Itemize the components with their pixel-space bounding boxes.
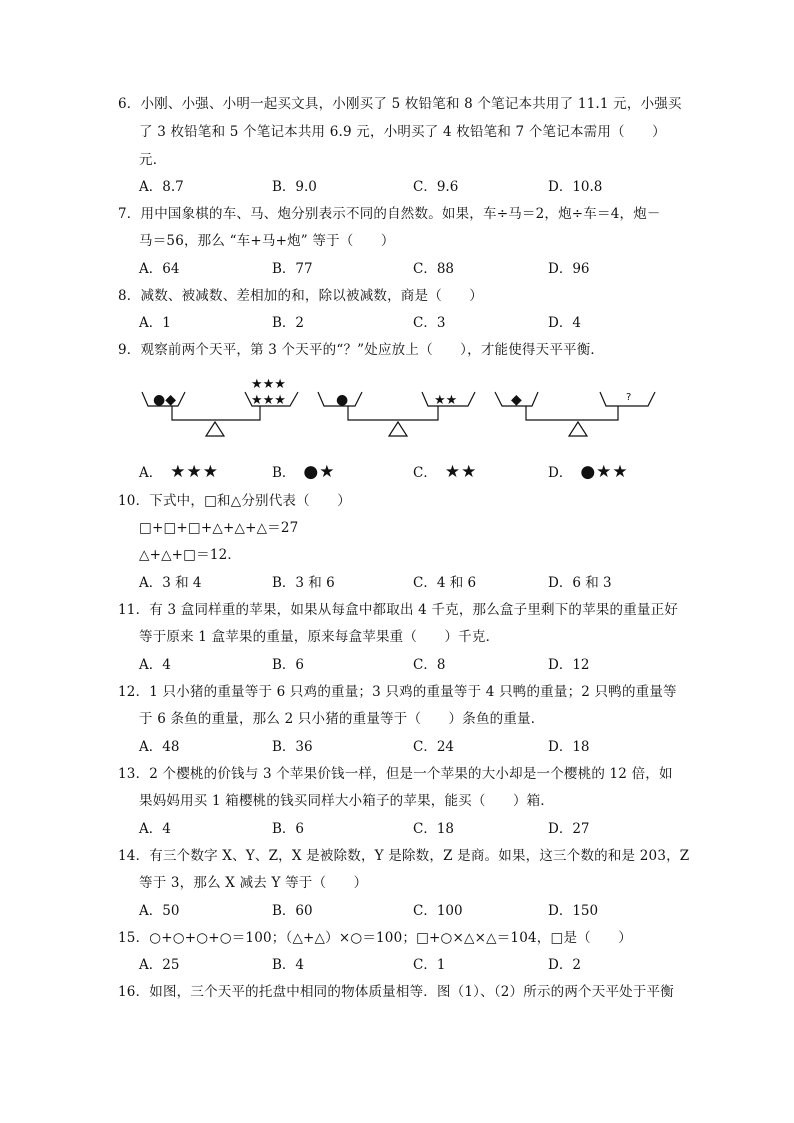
q9-option-d-symbols: ●★★ bbox=[580, 462, 629, 482]
q13-line-1: 13．2 个樱桃的价钱与 3 个苹果价钱一样，但是一个苹果的大小却是一个樱桃的 12 倍，如 bbox=[118, 766, 673, 782]
q9-option-d: D． ●★★ bbox=[548, 462, 629, 482]
q7-option-d: D．96 bbox=[548, 261, 590, 277]
q12-option-b: B．36 bbox=[272, 739, 313, 755]
q7-option-a: A．64 bbox=[139, 261, 180, 277]
q15-option-c: C．1 bbox=[413, 957, 446, 973]
q8-option-d: D．4 bbox=[548, 315, 581, 331]
q6-option-c: C．9.6 bbox=[413, 179, 459, 195]
q8-line-1: 8．减数、被减数、差相加的和，除以被减数，商是（ ） bbox=[118, 288, 483, 304]
q14-option-b: B．60 bbox=[272, 903, 313, 919]
q11-option-d: D．12 bbox=[548, 657, 590, 673]
q11-option-c: C．8 bbox=[413, 657, 446, 673]
q6-line-1: 6．小刚、小强、小明一起买文具，小刚买了 5 枚铅笔和 8 个笔记本共用了 11.1 元，小强买 bbox=[118, 96, 682, 112]
scale3-left-items: ◆ bbox=[511, 392, 522, 408]
q12-option-a: A．48 bbox=[139, 739, 180, 755]
q13-option-d: D．27 bbox=[548, 821, 590, 837]
q6-line-2: 了 3 枚铅笔和 5 个笔记本共用 6.9 元，小明买了 4 枚铅笔和 7 个笔记本需用（ ） bbox=[139, 124, 666, 140]
q9-option-a-symbols: ★★★ bbox=[170, 462, 219, 482]
q9-line-1: 9．观察前两个天平，第 3 个天平的“？”处应放上（ ），才能使得天平平衡． bbox=[118, 342, 605, 358]
q11-line-1: 11．有 3 盒同样重的苹果，如果从每盒中都取出 4 千克，那么盒子里剩下的苹果的重量正好 bbox=[118, 602, 679, 618]
q7-option-c: C．88 bbox=[413, 261, 455, 277]
q10-option-d: D．6 和 3 bbox=[548, 575, 612, 591]
scale2-left-items: ● bbox=[336, 392, 349, 408]
q8-option-a: A．1 bbox=[139, 315, 171, 331]
scale3-right-question: ? bbox=[626, 392, 632, 403]
q6-option-d: D．10.8 bbox=[548, 179, 603, 195]
q12-line-2: 于 6 条鱼的重量，那么 2 只小猪的重量等于（ ）条鱼的重量． bbox=[139, 711, 545, 727]
q13-option-c: C．18 bbox=[413, 821, 455, 837]
q9-option-c-symbols: ★★ bbox=[444, 462, 478, 482]
q13-line-2: 果妈妈用买 1 箱樱桃的钱买同样大小箱子的苹果，能买（ ）箱． bbox=[139, 793, 555, 809]
q14-line-2: 等于 3，那么 X 减去 Y 等于（ ） bbox=[139, 875, 368, 891]
q11-option-a: A．4 bbox=[139, 657, 171, 673]
q14-option-a: A．50 bbox=[139, 903, 180, 919]
q9-option-b: B． ●★ bbox=[272, 462, 336, 482]
q9-option-a: A． ★★★ bbox=[139, 462, 219, 482]
balance-scales-figure bbox=[140, 374, 680, 444]
q9-option-b-symbols: ●★ bbox=[303, 462, 336, 482]
q12-option-c: C．24 bbox=[413, 739, 455, 755]
q11-line-2: 等于原来 1 盒苹果的重量，原来每盒苹果重（ ）千克． bbox=[139, 629, 500, 645]
q16-line-1: 16．如图，三个天平的托盘中相同的物体质量相等．图（1）、（2）所示的两个天平处于平衡 bbox=[118, 984, 674, 1000]
q9-option-c: C． ★★ bbox=[413, 462, 478, 482]
scale2-right-items: ★★ bbox=[434, 393, 458, 408]
q10-equation-2: △+△+□＝12． bbox=[139, 547, 242, 563]
q6-line-3: 元． bbox=[139, 152, 167, 168]
q14-line-1: 14．有三个数字 X、Y、Z，X 是被除数，Y 是除数，Z 是商。如果，这三个数的和是 203，Z bbox=[118, 848, 690, 864]
q13-option-a: A．4 bbox=[139, 821, 171, 837]
q12-option-d: D．18 bbox=[548, 739, 590, 755]
scale1-right-top-stars: ★★★ bbox=[251, 377, 286, 392]
q10-option-a: A．3 和 4 bbox=[139, 575, 202, 591]
q12-line-1: 12．1 只小猪的重量等于 6 只鸡的重量；3 只鸡的重量等于 4 只鸭的重量；2 只鸭的重量等 bbox=[118, 684, 677, 700]
q10-option-c: C．4 和 6 bbox=[413, 575, 477, 591]
q10-equation-1: □+□+□+△+△+△＝27 bbox=[139, 520, 299, 536]
q15-option-b: B．4 bbox=[272, 957, 305, 973]
q10-line-1: 10．下式中，□和△分别代表（ ） bbox=[118, 493, 351, 509]
scale1-right-bottom-stars: ★★★ bbox=[251, 393, 286, 408]
q10-option-b: B．3 和 6 bbox=[272, 575, 335, 591]
q7-line-2: 马＝56，那么 “车+马+炮” 等于（ ） bbox=[139, 233, 395, 249]
q15-option-d: D．2 bbox=[548, 957, 581, 973]
q6-option-a: A．8.7 bbox=[139, 179, 184, 195]
q15-line-1: 15．○+○+○+○＝100；（△+△）×○＝100；□+○×△×△＝104，□是（ ） bbox=[118, 930, 632, 946]
scale1-left-items: ●◆ bbox=[153, 392, 176, 408]
q14-option-c: C．100 bbox=[413, 903, 463, 919]
q14-option-d: D．150 bbox=[548, 903, 599, 919]
q7-line-1: 7．用中国象棋的车、马、炮分别表示不同的自然数。如果，车÷马＝2，炮÷车＝4，炮－ bbox=[118, 206, 661, 222]
q13-option-b: B．6 bbox=[272, 821, 305, 837]
q8-option-c: C．3 bbox=[413, 315, 446, 331]
q15-option-a: A．25 bbox=[139, 957, 180, 973]
q6-option-b: B．9.0 bbox=[272, 179, 317, 195]
q11-option-b: B．6 bbox=[272, 657, 305, 673]
q7-option-b: B．77 bbox=[272, 261, 313, 277]
q8-option-b: B．2 bbox=[272, 315, 305, 331]
